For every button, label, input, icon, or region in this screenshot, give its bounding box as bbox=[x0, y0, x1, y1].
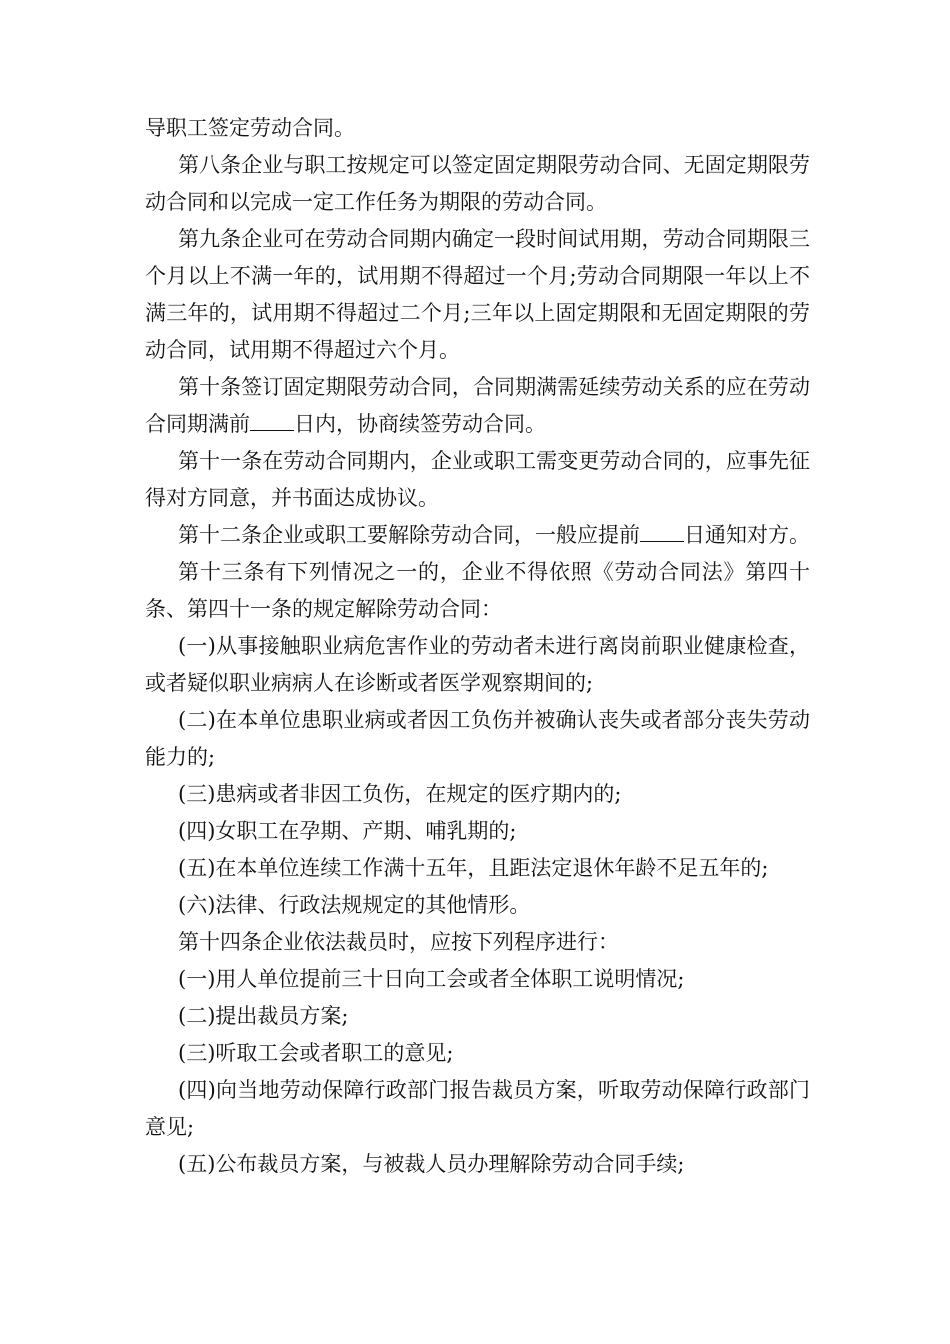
paragraph bbox=[145, 1035, 810, 1072]
paragraph bbox=[145, 961, 810, 998]
paragraph bbox=[145, 221, 810, 369]
paragraph-text: (五)公布裁员方案，与被裁人员办理解除劳动合同手续; bbox=[178, 1152, 685, 1176]
paragraph-text: (三)听取工会或者职工的意见; bbox=[178, 1041, 454, 1065]
paragraph-text: 导职工签定劳动合同。 bbox=[145, 116, 355, 140]
paragraph-text: 第十三条有下列情况之一的，企业不得依照《劳动合同法》第四十条、第四十一条的规定解除劳动合同： bbox=[145, 560, 810, 621]
paragraph bbox=[145, 776, 810, 813]
paragraph-text: 第八条企业与职工按规定可以签定固定期限劳动合同、无固定期限劳动合同和以完成一定工作任务为期限的劳动合同。 bbox=[145, 153, 810, 214]
paragraph-text: (二)在本单位患职业病或者因工负伤并被确认丧失或者部分丧失劳动能力的; bbox=[145, 708, 810, 769]
paragraph-text: 第十条签订固定期限劳动合同，合同期满需延续劳动关系的应在劳动合同期满前 bbox=[145, 375, 810, 436]
paragraph bbox=[145, 1146, 810, 1183]
paragraph bbox=[145, 147, 810, 221]
paragraph-text: 日内，协商续签劳动合同。 bbox=[294, 412, 546, 436]
paragraph bbox=[145, 369, 810, 443]
paragraph-text: (三)患病或者非因工负伤，在规定的医疗期内的; bbox=[178, 782, 622, 806]
paragraph-text: 第十四条企业依法裁员时，应按下列程序进行： bbox=[178, 930, 619, 954]
paragraph-text: (四)向当地劳动保障行政部门报告裁员方案，听取劳动保障行政部门意见; bbox=[145, 1078, 810, 1139]
paragraph-text: (六)法律、行政法规规定的其他情形。 bbox=[178, 893, 531, 917]
paragraph-text: (一)用人单位提前三十日向工会或者全体职工说明情况; bbox=[178, 967, 685, 991]
paragraph bbox=[145, 850, 810, 887]
paragraph-text: 第十一条在劳动合同期内，企业或职工需变更劳动合同的，应事先征得对方同意，并书面达成协议。 bbox=[145, 449, 810, 510]
paragraph bbox=[145, 517, 810, 554]
paragraph-text: (四)女职工在孕期、产期、哺乳期的; bbox=[178, 819, 517, 843]
paragraph bbox=[145, 1072, 810, 1146]
paragraph-text: 第十二条企业或职工要解除劳动合同，一般应提前 bbox=[178, 523, 640, 547]
paragraph-text: (五)在本单位连续工作满十五年，且距法定退休年龄不足五年的; bbox=[178, 856, 769, 880]
paragraph-text: 日通知对方。 bbox=[684, 523, 810, 547]
document-body bbox=[145, 110, 810, 1183]
paragraph bbox=[145, 702, 810, 776]
paragraph bbox=[145, 924, 810, 961]
paragraph bbox=[145, 887, 810, 924]
paragraph bbox=[145, 998, 810, 1035]
blank-underline bbox=[250, 412, 294, 431]
paragraph bbox=[145, 554, 810, 628]
paragraph bbox=[145, 628, 810, 702]
paragraph bbox=[145, 443, 810, 517]
paragraph-text: 第九条企业可在劳动合同期内确定一段时间试用期，劳动合同期限三个月以上不满一年的，试用期不得超过一个月;劳动合同期限一年以上不满三年的，试用期不得超过二个月;三年以上固定期限和无固定期限的劳动合同，试用期不得超过六个月。 bbox=[145, 227, 810, 362]
paragraph bbox=[145, 813, 810, 850]
blank-underline bbox=[640, 523, 684, 542]
paragraph-text: (一)从事接触职业病危害作业的劳动者未进行离岗前职业健康检查，或者疑似职业病病人在诊断或者医学观察期间的; bbox=[145, 634, 810, 695]
paragraph bbox=[145, 110, 810, 147]
paragraph-text: (二)提出裁员方案; bbox=[178, 1004, 349, 1028]
